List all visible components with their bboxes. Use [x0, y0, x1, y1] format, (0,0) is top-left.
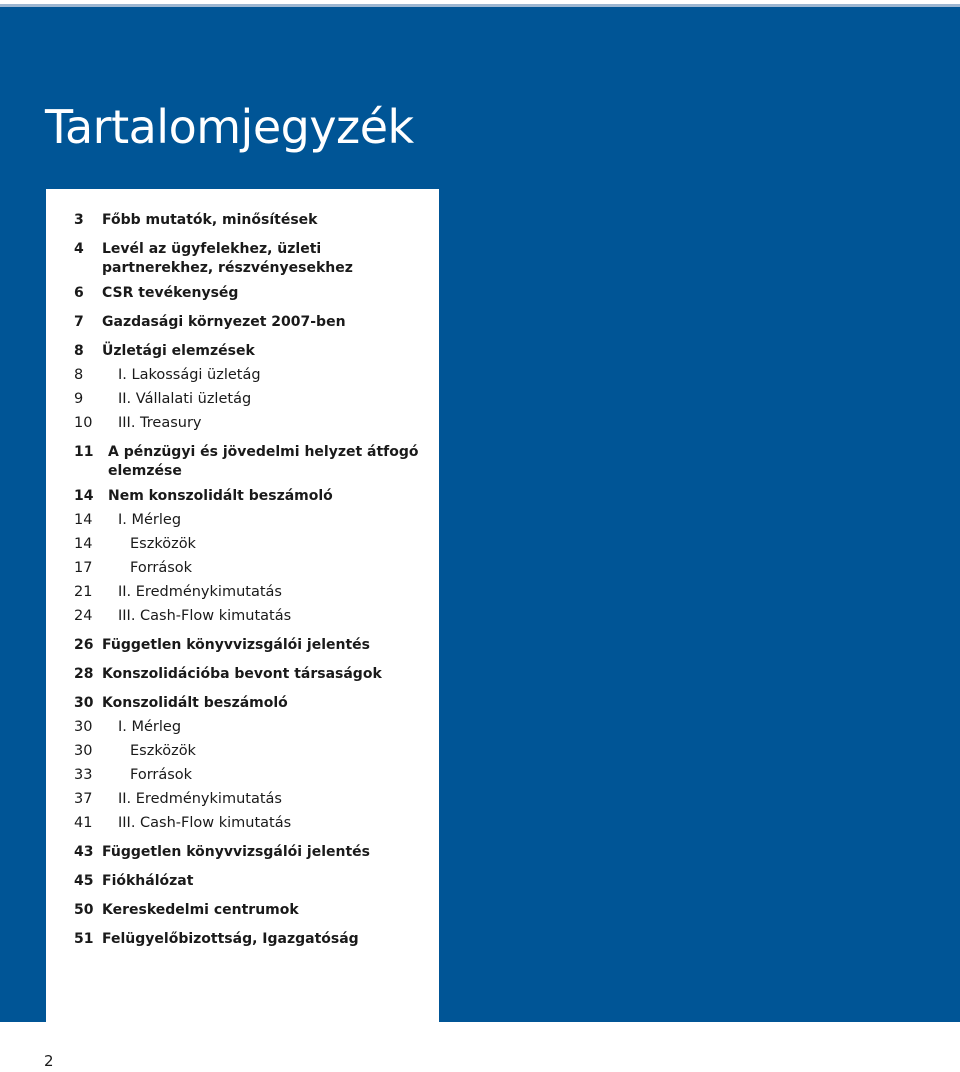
toc-entry[interactable]: [74, 665, 424, 689]
toc-page-number: 17: [74, 560, 93, 576]
toc-entry-title: Levél az ügyfelekhez, üzleti partnerekhez, részvényesekhez: [102, 241, 353, 276]
toc-entry-title: Nem konszolidált beszámoló: [108, 488, 333, 504]
toc-entry[interactable]: [74, 607, 424, 631]
toc-entry[interactable]: [74, 872, 424, 896]
toc-page-number: 51: [74, 931, 94, 947]
toc-entry-title: Források: [130, 767, 193, 783]
toc-page-number: 37: [74, 791, 93, 807]
toc-entry-title: Eszközök: [130, 743, 196, 759]
toc-entry-title: Üzletági elemzések: [102, 343, 255, 359]
toc-page-number: 4: [74, 241, 84, 257]
toc-entry-title: I. Lakossági üzletág: [118, 367, 261, 383]
toc-entry[interactable]: [74, 930, 424, 954]
toc-page-number: 10: [74, 415, 93, 431]
toc-entry[interactable]: [74, 742, 424, 766]
toc-entry[interactable]: [74, 766, 424, 790]
toc-entry[interactable]: [74, 390, 424, 414]
toc-entry[interactable]: [74, 559, 424, 583]
toc-page-number: 8: [74, 343, 84, 359]
toc-entry[interactable]: [74, 535, 424, 559]
toc-entry[interactable]: [74, 636, 424, 660]
toc-page-number: 30: [74, 695, 94, 711]
toc-page-number: 6: [74, 285, 84, 301]
toc-entry-title: Kereskedelmi centrumok: [102, 902, 299, 918]
toc-entry[interactable]: [74, 694, 424, 718]
toc-entry-title: Eszközök: [130, 536, 196, 552]
toc-entry[interactable]: [74, 718, 424, 742]
toc-page-number: 7: [74, 314, 84, 330]
toc-entry[interactable]: [74, 342, 424, 366]
toc-entry-title: I. Mérleg: [118, 512, 182, 528]
toc-page-number: 24: [74, 608, 93, 624]
toc-page-number: 28: [74, 666, 94, 682]
toc-entry-title: I. Mérleg: [118, 719, 182, 735]
toc-card: [46, 189, 439, 1022]
toc-page-number: 41: [74, 815, 93, 831]
toc-entry-title: II. Vállalati üzletág: [118, 391, 252, 407]
toc-entry[interactable]: [74, 790, 424, 814]
toc-entry[interactable]: [74, 511, 424, 535]
toc-page-number: 50: [74, 902, 94, 918]
toc-page-number: 3: [74, 212, 84, 228]
toc-entry[interactable]: [74, 843, 424, 867]
toc-entry-title: CSR tevékenység: [102, 285, 239, 301]
toc-page-number: 26: [74, 637, 94, 653]
toc-entry-title: Fiókhálózat: [102, 873, 194, 889]
toc-page-number: 21: [74, 584, 93, 600]
toc-entry[interactable]: [74, 814, 424, 838]
toc-entry-title: Források: [130, 560, 193, 576]
toc-entry-title: III. Cash-Flow kimutatás: [118, 608, 292, 624]
toc-entry[interactable]: [74, 284, 424, 308]
toc-entry-title: Főbb mutatók, minősítések: [102, 212, 318, 228]
toc-page-number: 11: [74, 444, 94, 460]
toc-entry[interactable]: [74, 313, 424, 337]
toc-entry-title: II. Eredménykimutatás: [118, 584, 282, 600]
toc-entry-title: Konszolidációba bevont társaságok: [102, 666, 382, 682]
toc-entry[interactable]: [74, 366, 424, 390]
toc-page-number: 14: [74, 536, 93, 552]
toc-list: [74, 211, 424, 954]
toc-page-number: 14: [74, 512, 93, 528]
toc-page-number: 30: [74, 743, 93, 759]
footer-page-number: 2: [44, 1052, 54, 1070]
toc-page-number: 8: [74, 367, 84, 383]
toc-entry-title: Független könyvvizsgálói jelentés: [102, 637, 371, 653]
toc-entry-title: Független könyvvizsgálói jelentés: [102, 844, 371, 860]
toc-entry-title: A pénzügyi és jövedelmi helyzet átfogó elemzése: [108, 444, 419, 479]
toc-entry[interactable]: [74, 443, 424, 487]
toc-entry[interactable]: [74, 583, 424, 607]
toc-page-number: 33: [74, 767, 93, 783]
toc-entry-title: Konszolidált beszámoló: [102, 695, 288, 711]
toc-entry[interactable]: [74, 211, 424, 235]
toc-entry-title: II. Eredménykimutatás: [118, 791, 282, 807]
toc-entry-title: III. Treasury: [118, 415, 202, 431]
toc-entry-title: III. Cash-Flow kimutatás: [118, 815, 292, 831]
toc-entry[interactable]: [74, 414, 424, 438]
toc-page-number: 9: [74, 391, 84, 407]
toc-page-number: 30: [74, 719, 93, 735]
toc-entry-title: Gazdasági környezet 2007-ben: [102, 314, 346, 330]
toc-page-number: 45: [74, 873, 94, 889]
toc-entry[interactable]: [74, 901, 424, 925]
toc-page-number: 14: [74, 488, 94, 504]
toc-page-number: 43: [74, 844, 94, 860]
toc-entry[interactable]: [74, 240, 424, 284]
page-title: Tartalomjegyzék: [45, 100, 414, 154]
toc-entry[interactable]: [74, 487, 424, 511]
toc-entry-title: Felügyelőbizottság, Igazgatóság: [102, 931, 359, 947]
